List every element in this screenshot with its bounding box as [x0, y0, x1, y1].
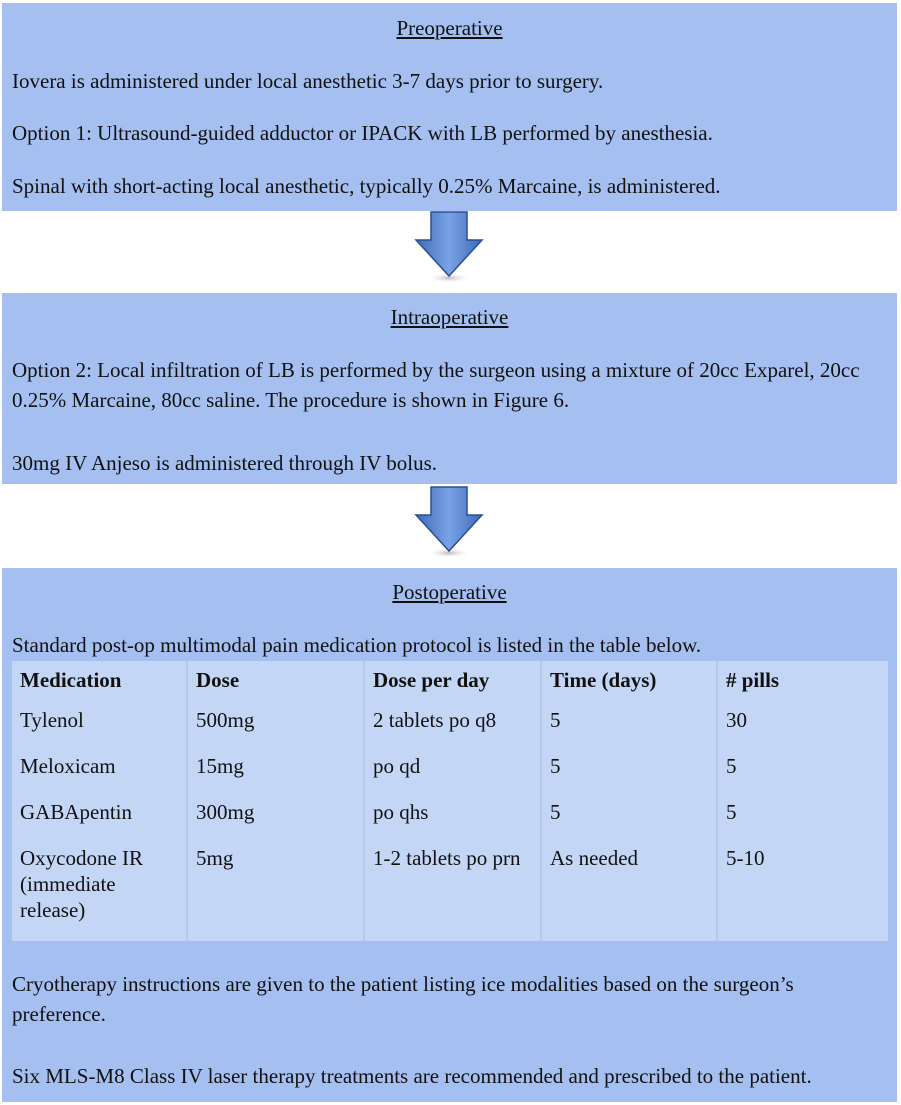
table-cell: 5 — [541, 793, 717, 839]
table-cell: 30 — [717, 701, 888, 747]
table-header-row — [12, 661, 888, 701]
table-cell: 2 tablets po q8 — [364, 701, 541, 747]
table-row — [12, 701, 888, 747]
header-time-days: Time (days) — [541, 661, 717, 701]
table-cell: 5 — [717, 747, 888, 793]
table-row — [12, 793, 888, 839]
cryotherapy-note: Cryotherapy instructions are given to the patient listing ice modalities based on the surgeon’s preference. — [12, 972, 794, 1026]
table-cell: 5-10 — [717, 839, 888, 941]
intraoperative-box — [2, 293, 897, 484]
table-cell: Oxycodone IR (immediate release) — [20, 846, 144, 922]
table-row — [12, 839, 888, 941]
table-row — [12, 747, 888, 793]
header-dose: Dose — [187, 661, 364, 701]
table-cell: 300mg — [187, 793, 364, 839]
down-arrow-icon — [412, 210, 486, 286]
table-cell: po qhs — [364, 793, 541, 839]
table-cell: 15mg — [187, 747, 364, 793]
table-cell: GABApentin — [20, 800, 132, 824]
table-cell: 5 — [717, 793, 888, 839]
postoperative-intro: Standard post-op multimodal pain medication protocol is listed in the table below. — [12, 633, 702, 657]
table-cell: 1-2 tablets po prn — [364, 839, 541, 941]
header-medication: Medication — [20, 668, 122, 692]
table-cell: Tylenol — [20, 708, 84, 732]
preoperative-title: Preoperative — [396, 16, 503, 40]
preoperative-step-2: Option 1: Ultrasound-guided adductor or IPACK with LB performed by anesthesia. — [12, 121, 713, 145]
intraoperative-title: Intraoperative — [390, 305, 509, 329]
intraoperative-step-1: Option 2: Local infiltration of LB is performed by the surgeon using a mixture of 20cc Exparel, 20cc 0.25% Marcaine, 80cc saline. The procedure is shown in Figure 6. — [12, 358, 860, 412]
intraoperative-step-2: 30mg IV Anjeso is administered through IV bolus. — [12, 451, 438, 475]
table-cell: 5mg — [187, 839, 364, 941]
table-cell: po qd — [364, 747, 541, 793]
header-pills: # pills — [717, 661, 888, 701]
laser-therapy-note: Six MLS-M8 Class IV laser therapy treatments are recommended and prescribed to the patient. — [12, 1064, 812, 1088]
table-cell: 5 — [541, 747, 717, 793]
table-cell: 5 — [541, 701, 717, 747]
table-cell: 500mg — [187, 701, 364, 747]
postoperative-box — [2, 568, 897, 1102]
table-cell: As needed — [541, 839, 717, 941]
header-dose-per-day: Dose per day — [364, 661, 541, 701]
preoperative-box — [2, 3, 897, 211]
preoperative-step-3: Spinal with short-acting local anesthetic, typically 0.25% Marcaine, is administered. — [12, 174, 721, 198]
preoperative-step-1: Iovera is administered under local anesthetic 3-7 days prior to surgery. — [12, 69, 604, 93]
table-cell: Meloxicam — [20, 754, 116, 778]
down-arrow-icon — [412, 485, 486, 561]
postoperative-title: Postoperative — [392, 580, 507, 604]
medication-table — [12, 661, 888, 941]
